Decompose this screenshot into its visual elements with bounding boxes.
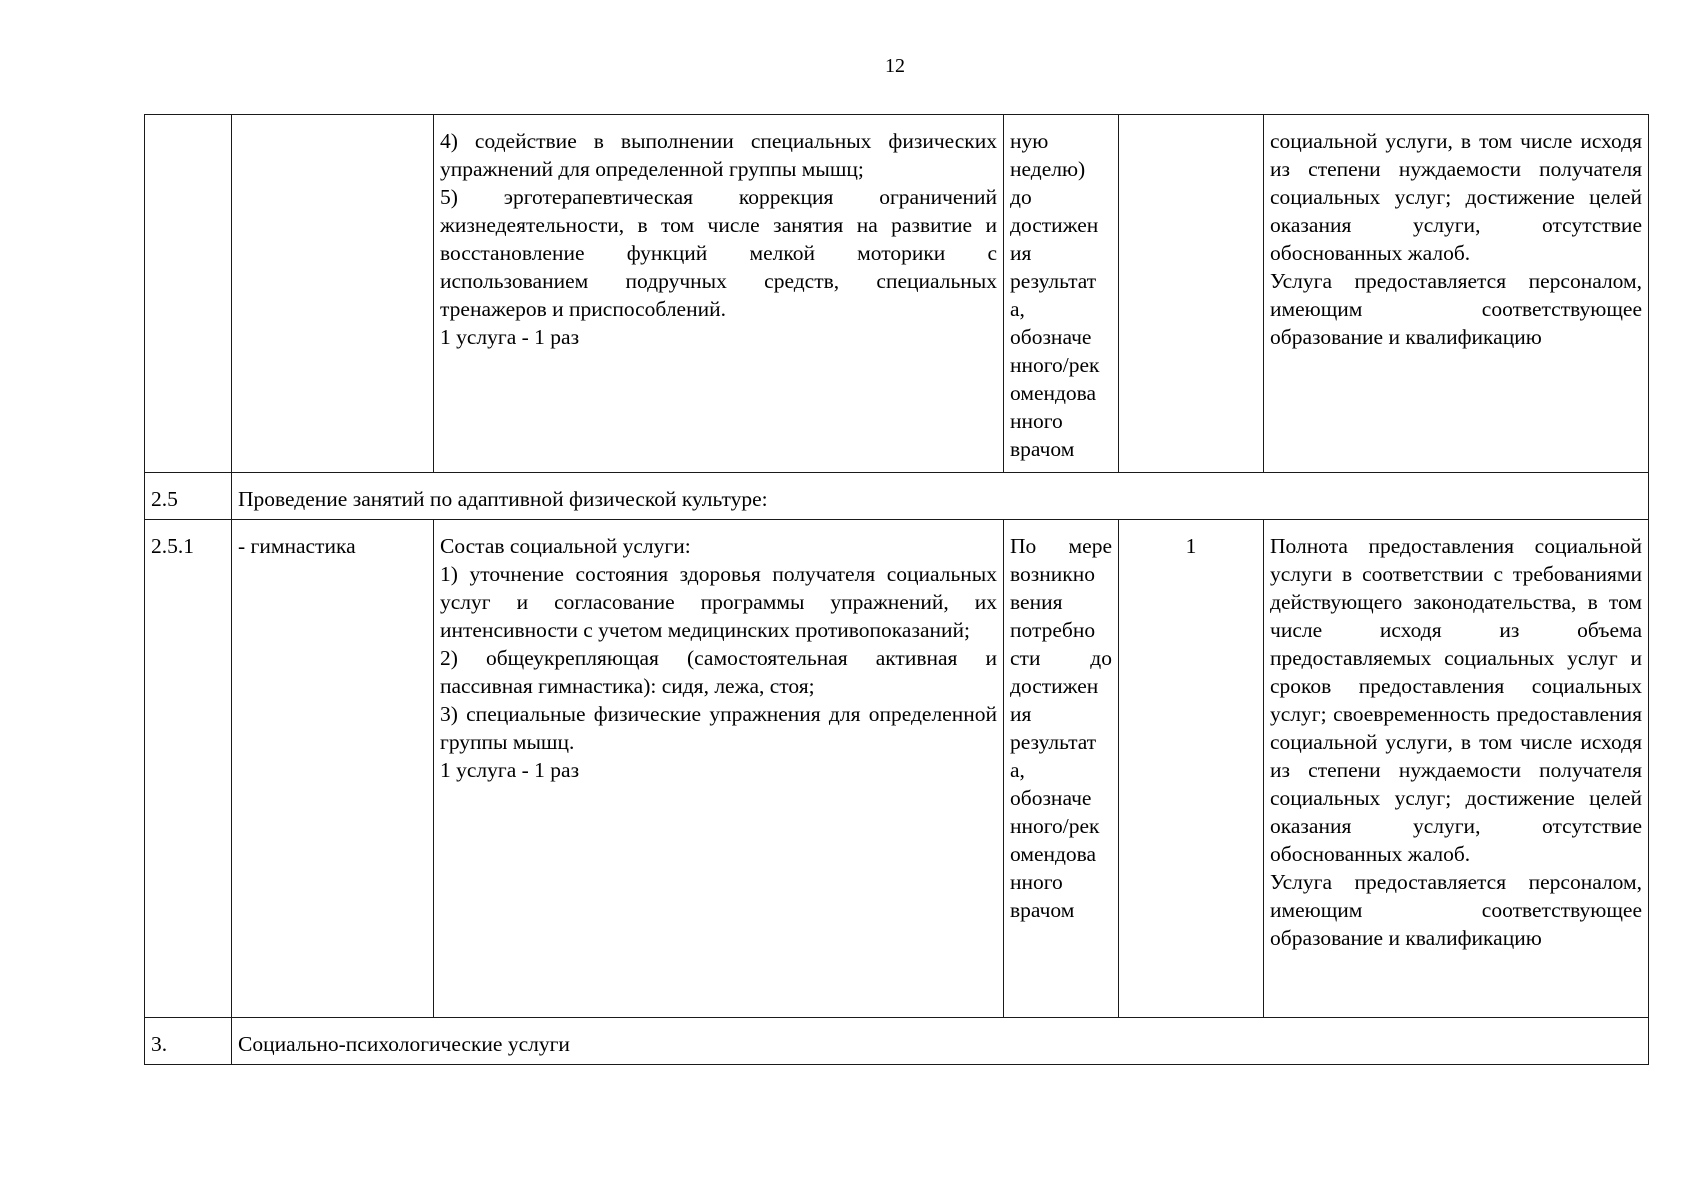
content-line: 4) содействие в выполнении специальных физических упражнений для определенной группы мышц; <box>440 129 997 181</box>
content-line: Состав социальной услуги: <box>440 534 691 558</box>
periodicity-line: вения <box>1010 590 1063 614</box>
periodicity-line: а, <box>1010 758 1025 782</box>
volume-cell <box>1119 115 1264 473</box>
section-title: Проведение занятий по адаптивной физической культуре: <box>232 473 1649 520</box>
quality-text: социальной услуги, в том числе исходя из степени нуждаемости получателя социальных услуг; достижение целей оказания услуги, отсутствие обоснованных жалоб. <box>1270 129 1642 265</box>
name-cell: - гимнастика <box>232 520 434 1018</box>
periodicity-line: неделю) <box>1010 157 1086 181</box>
periodicity-line: врачом <box>1010 437 1075 461</box>
quality-cell <box>1264 520 1649 1018</box>
periodicity-line: достижен <box>1010 213 1099 237</box>
periodicity-line: а, <box>1010 297 1025 321</box>
name-cell <box>232 115 434 473</box>
section-row <box>145 1018 1649 1065</box>
content-cell <box>434 115 1004 473</box>
content-line: 1 услуга - 1 раз <box>440 758 580 782</box>
periodicity-line: нного <box>1010 409 1063 433</box>
services-table <box>144 114 1649 1065</box>
section-title: Социально-психологические услуги <box>232 1018 1649 1065</box>
periodicity-line: обозначе <box>1010 325 1092 349</box>
content-line: 1 услуга - 1 раз <box>440 325 580 349</box>
section-number: 3. <box>145 1018 232 1065</box>
periodicity-line: возникно <box>1010 562 1095 586</box>
periodicity-line: сти до <box>1010 646 1112 670</box>
section-row <box>145 473 1649 520</box>
number-cell <box>145 115 232 473</box>
periodicity-line: обозначе <box>1010 786 1092 810</box>
periodicity-line: нного/рек <box>1010 814 1100 838</box>
periodicity-line: омендова <box>1010 381 1097 405</box>
content-line: 1) уточнение состояния здоровья получателя социальных услуг и согласование программы упражнений, их интенсивности с учетом медицинских противопоказаний; <box>440 562 997 642</box>
periodicity-line: По мере <box>1010 534 1112 558</box>
quality-staff-text: Услуга предоставляется персоналом, имеющим соответствующее образование и квалификацию <box>1270 870 1642 950</box>
periodicity-line: результат <box>1010 269 1097 293</box>
quality-staff-text: Услуга предоставляется персоналом, имеющим соответствующее образование и квалификацию <box>1270 269 1642 349</box>
periodicity-line: нного <box>1010 870 1063 894</box>
table-row <box>145 520 1649 1018</box>
periodicity-line: ную <box>1010 129 1049 153</box>
periodicity-line: результат <box>1010 730 1097 754</box>
periodicity-line: нного/рек <box>1010 353 1100 377</box>
content-cell <box>434 520 1004 1018</box>
periodicity-line: достижен <box>1010 674 1099 698</box>
section-number: 2.5 <box>145 473 232 520</box>
content-line: 2) общеукрепляющая (самостоятельная активная и пассивная гимнастика): сидя, лежа, стоя; <box>440 646 997 698</box>
periodicity-line: до <box>1010 185 1032 209</box>
periodicity-line: врачом <box>1010 898 1075 922</box>
quality-cell <box>1264 115 1649 473</box>
periodicity-line: ия <box>1010 702 1032 726</box>
number-cell: 2.5.1 <box>145 520 232 1018</box>
periodicity-line: потребно <box>1010 618 1096 642</box>
table-row <box>145 115 1649 473</box>
periodicity-cell <box>1004 520 1119 1018</box>
periodicity-line: ия <box>1010 241 1032 265</box>
quality-text: Полнота предоставления социальной услуги в соответствии с требованиями действующего законодательства, в том числе исходя из объема предоставляемых социальных услуг и сроков предоставления социальных услуг; своевременность предоставления социальной услуги, в том числе исходя из степени нуждаемости получателя социальных услуг; достижение целей оказания услуги, отсутствие обоснованных жалоб. <box>1270 534 1642 866</box>
content-line: 3) специальные физические упражнения для определенной группы мышц. <box>440 702 997 754</box>
volume-cell: 1 <box>1119 520 1264 1018</box>
page-number: 12 <box>885 55 905 77</box>
periodicity-line: омендова <box>1010 842 1097 866</box>
periodicity-cell <box>1004 115 1119 473</box>
content-line: 5) эрготерапевтическая коррекция ограничений жизнедеятельности, в том числе занятия на развитие и восстановление функций мелкой моторики с использованием подручных средств, специальных тренажеров и приспособлений. <box>440 185 997 321</box>
